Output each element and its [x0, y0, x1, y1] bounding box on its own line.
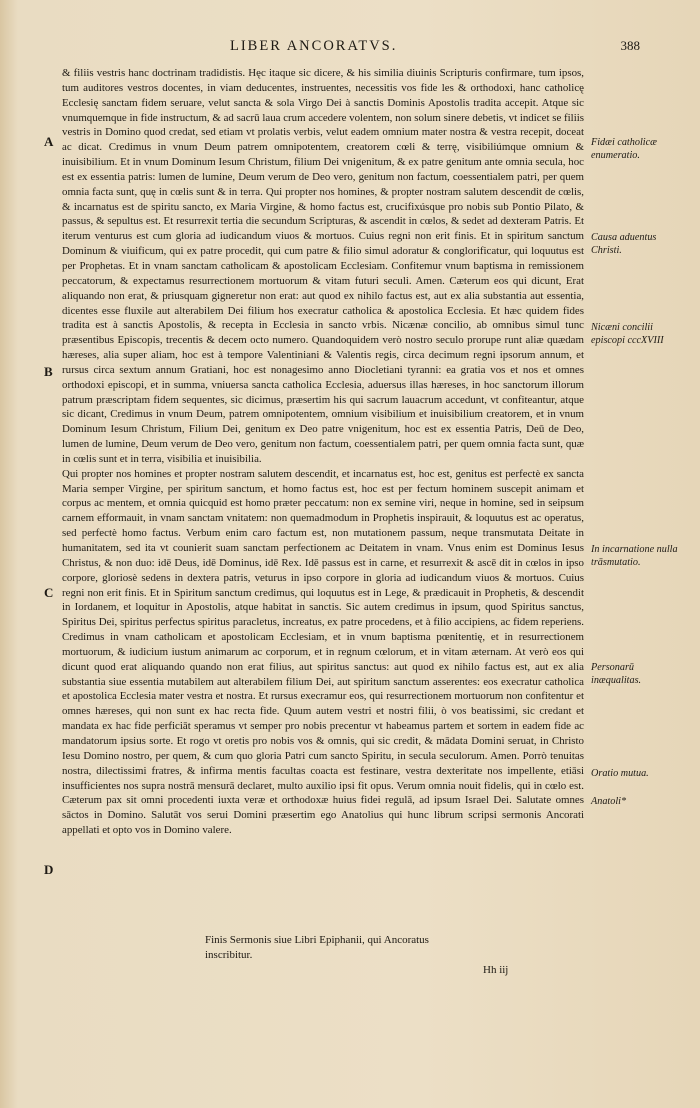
- finis-colophon: Finis Sermonis siue Libri Epiphanii, qui Ancoratus inscribitur.: [205, 934, 429, 961]
- body-paragraph: & filiis vestris hanc doctrinam tradidistis. Hęc itaque sic dicere, & his similia diuinis Scripturis confirmare, tum ipsos, tum auditores vestros docentes, in viam deducentes, instruentes, necessitis vos fide les & orthodoxi, hanc catholicę Ecclesię sanctam fidem seruare, velut sancta & sola Virgo Dei à sanctis Dominis Apostolis tradita accepit. Atque sic vnumquemque in fide instructum, & ad sacrū laua crum accedere volentem, non solum sinere debetis, vt indicet se filiis vestris in Domino quod credat, sed etiam vt prolatis verbis, velut eadem omnium mater nostra & vestra recepit, doceat ac dicat. Credimus in vnum Deum patrem omnipotentem, creatorem cœli & terrę, visibiliúmque omnium & inuisibilium. Et in vnum Dominum Iesum Christum, filium Dei vnigenitum, & ex patre genitum ante omnia secula, hoc est ex essentia patris: lumen de lumine, Deum verum de Deo vero, genitum non factum, coessentialem patri, per quem omnia facta sunt, quę in cœlis sunt & in terra. Qui propter nos homines, & propter nostram salutem descendit de cœlis, & incarnatus est de spiritu sancto, ex Maria Virgine, & homo factus est, crucifixúsque pro nobis sub Pontio Pilato, & passus, & sepultus est. Et resurrexit tertia die secundum Scripturas, & ascendit in cœlos, & sedet ad dexteram Patris. Et iterum venturus est cum gloria ad iudicandum viuos & mortuos. Cuius regni non erit finis. Et in spiritum sanctum Dominum & viuificum, qui ex patre procedit, qui cum patre & filio simul adoratur & conglorificatur, qui loquutus est per Prophetas. Et in vnam sanctam catholicam & apostolicam Ecclesiam. Confitemur vnum baptisma in remissionem peccatorum, & expectamus resurrectionem mortuorum & vitam futuri seculi. Amen. Cæterum eos qui dicunt, Erat aliquando non erat, & priusquam gigneretur non erat: aut quod ex nihilo factus est, aut ex alia substantia aut essentia, dicentes esse fluxile aut alterabilem Dei filium hos execratur catholica & apostolica Ecclesia. Et hæc quidem fides tradita est à sanctis Apostolis, & recepta in Ecclesia in sancto vrbis. Nicænæ concilio, ab omnibus simul tunc præsentibus Episcopis, trecentis & decem octo numero. Quandoquidem verò nostro seculo prorupe runt aliæ quædam hæreses, alia super aliam, hoc est à tempore Valentiniani & Valentis regis, circa decimum regni ipsorum annum, et rursus circa sextum annum Gratiani, hoc est nonagesimo anno Diocletiani tyranni: ea gratia vos et nos et omnes orthodoxi episcopi, et in summa, vniuersa sancta catholica Ecclesia, aduersus illas hæreses, in hoc sanctorum illorum patrum præscriptam fidem sequentes, sic dicimus, præsertim his qui sacrum lauacrum accedunt, vt confiteantur, atque sic dicant, Credimus in vnum Deum, patrem omnipotentem, omnium visibilium et inuisibilium creatorem, et in vnum Dominum Iesum Christum, Filium Dei, genitum ex Deo patre vnigenitum, hoc est ex essentia Patris, Deū de Deo, lumen de lumine, Deum verum de Deo vero, genitum non factum, coessentialem patri, per quem omnia facta sunt, quæ in cœlis sunt et in terra, visibilia et inuisibilia.: [62, 67, 584, 465]
- section-marker-c: C: [44, 585, 54, 600]
- side-note: In incarnatione nulla trāsmutatio.: [591, 544, 678, 568]
- side-note: Oratio mutua.: [591, 768, 649, 779]
- folio-number: 388: [620, 38, 640, 53]
- side-note: Nicæni concilii episcopi cccXVIII: [591, 322, 664, 346]
- body-paragraph: Qui propter nos homines et propter nostram salutem descendit, et incarnatus est, hoc est, genitus est perfectè ex sancta Maria semper Virgine, per spiritum sanctum, et homo factus est, hoc est per fectum hominem suscepit animam et corpus ac mentem, et omnia quicquid est homo præter peccatum: non ex semine viri, neque in homine, sed in seipsum carnem efformauit, in vnam sanctam vnitatem: non quemadmodum in Prophetis inspirauit, & loquutus est ac operatus, sed perfectè homo factus. Verbum enim caro factum est, non mutationem passum, neque transmutata Deitate in humanitatem, sed ita vt counierit suam sanctam perfectionem ac Deitatem in vnam. Vnus enim est Dominus Iesus Christus, & non duo: idē Deus, idē Dominus, idē Rex. Idē passus est in carne, et resurrexit & ascē dit in cœlos in ipso corpore, gloriosè sedens in dextera patris, veturus in ipso corpore in gloria ad iudicandum viuos & mortuos. Cuius regni non erit finis. Et in Spiritum sanctum credimus, qui loquutus est in Lege, & prædicauit in Prophetis, & descendit in Iordanem, et loquitur in Apostolis, atque habitat in sanctis. Sic autem credimus in ipsum, quod Spiritus sanctus, Spiritus Dei, spiritus perfectus spiritus paracletus, increatus, ex patre procedens, et à filio accipiens, ac fidem reperiens. Credimus in vnam catholicam et apostolicam Ecclesiam, et in vnum baptisma pœnitentię, et in resurrectionem mortuorum, & iudicium iustum animarum ac corporum, et in regnum cœlorum, et in vitam æternam. At verò eos qui dicunt quod erat aliquando quando non erat filius, aut spiritus sanctus: aut quod ex nihilo factus est, aut ex alia substantia siue essentia mutabilem aut alterabilem filium Dei, aut spiritum sanctum asserentes: eos execratur catholica et apostolica Ecclesia mater vestra et nostra. Et rursus execramur eos, qui resurrectionem mortuorum non confitentur et omnes hæreses, qui non sunt ex hac recta fide. Quum autem vestri et nostri filii, ò vos beatissimi, sic credant et mandata ex hac fide perficiāt speramus vt semper pro nobis precentur vt habeamus partem et sortem in eadem fide ac mandatorum ipsius sorte. Et rogo vt oretis pro nobis vos & omnis, qui sic credit, & mādata Domini seruat, in Christo Iesu Domino nostro, per quem, & cum quo gloria Patri cum sancto Spiritu, in secula seculorum. Amen. Porrò tenuitas nostra, dilectissimi fratres, & infirma mentis facultas coacta est festinare, vestra dexteritate nos impellente, etiāsi insufficientes nos supra nostrā mensurā declaret, multo auxilio ipsi fit opus. Verum omnia nouit fidelis, qui in cœlo est. Cæterum pax sit omni procedenti iuxta veræ et orthodoxæ huius fidei regulā, ad ipsum Israel Dei. Salutate omnes sāctos in Domino. Salutāt vos serui Domini præsertim ego Anatolius qui hunc librum scripsi sermonis Ancorati appellati et opto vos in Domino valere.: [62, 467, 584, 837]
- section-marker-a: A: [44, 134, 54, 149]
- side-note: Anatoli*: [591, 796, 627, 807]
- section-marker-b: B: [44, 364, 53, 379]
- page-header: [60, 38, 640, 62]
- signature-mark: Hh iij: [483, 964, 509, 976]
- side-note: Personarū inæqualitas.: [591, 662, 642, 686]
- running-title: LIBER ANCORATVS.: [230, 38, 398, 54]
- side-note: Causa aduentus Christi.: [591, 232, 657, 256]
- main-text-block: [62, 66, 584, 838]
- side-note: Fidæi catholicæ enumeratio.: [591, 137, 657, 161]
- section-marker-d: D: [44, 862, 54, 877]
